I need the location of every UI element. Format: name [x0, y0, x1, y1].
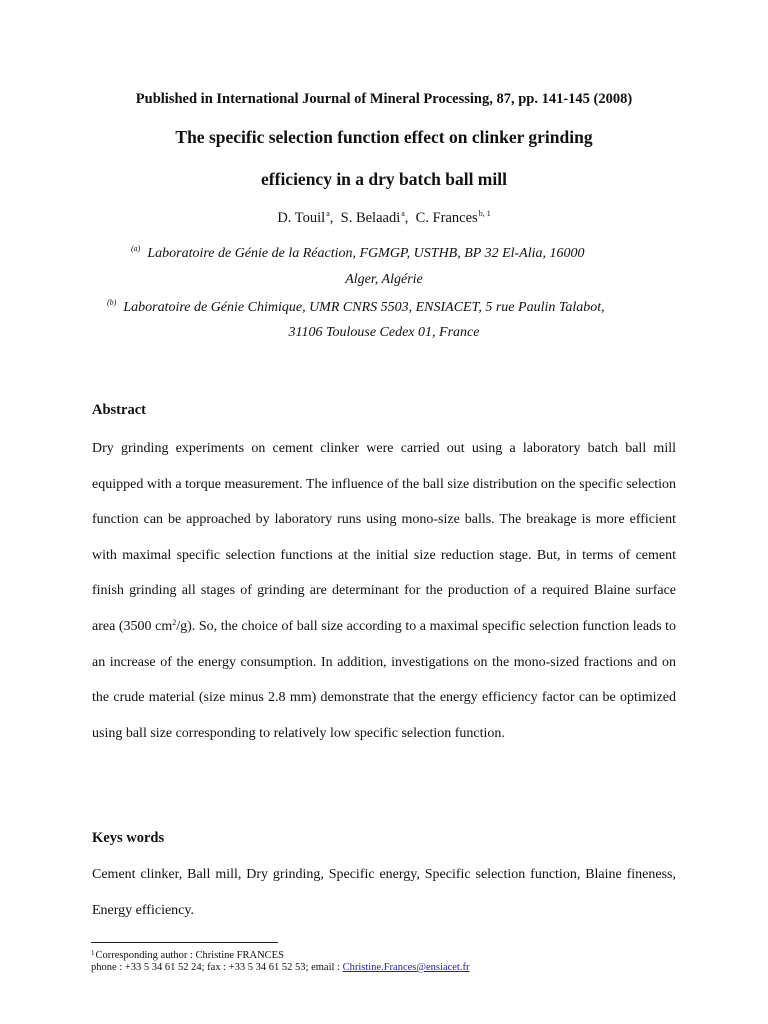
author-name: S. Belaadi	[340, 210, 401, 226]
affiliation-a	[131, 244, 585, 262]
author-name: C. Frances	[415, 210, 478, 226]
affiliation-b-line-2: 31106 Toulouse Cedex 01, France	[288, 325, 480, 340]
affiliation-a-line-2: Alger, Algérie	[345, 272, 423, 287]
paper-title-line-2: efficiency in a dry batch ball mill	[261, 169, 507, 189]
keywords-body: Cement clinker, Ball mill, Dry grinding, Specific energy, Specific selection function, Blaine fineness, Energy efficiency.	[92, 867, 676, 918]
contact-text: phone : +33 5 34 61 52 24; fax : +33 5 34 61 52 53; email :	[91, 962, 343, 973]
abstract-text: Dry grinding experiments on cement clinker were carried out using a laboratory batch ball mill equipped with a torque measurement. The influence of the ball size distribution on the specific selection function can be approached by laboratory runs using mono-size balls. The breakage is more efficient with maximal specific selection functions at the initial size reduction stage. But, in terms of cement finish grinding all stages of grinding are determinant for the production of a required Blaine surface area (3500 cm	[92, 441, 676, 634]
footnote-text: Corresponding author : Christine FRANCES	[95, 950, 284, 961]
author-affiliation-mark: a	[326, 209, 330, 218]
author-list: D. Touil$^a$, S. Belaadi$^a$, C. Frances$^{b, 1}$	[277, 209, 491, 226]
footnote-contact	[91, 961, 469, 975]
author-affiliation-mark: a	[401, 209, 405, 218]
affiliation-text: Laboratoire de Génie Chimique, UMR CNRS 5503, ENSIACET, 5 rue Paulin Talabot,	[123, 300, 605, 315]
author-affiliation-mark: b, 1	[478, 209, 491, 218]
email-link[interactable]: Christine.Frances@ensiacet.fr	[342, 962, 470, 973]
affiliation-b	[107, 298, 605, 316]
abstract-body	[92, 431, 676, 751]
keywords-heading: Keys words	[92, 830, 165, 846]
affiliation-marker: (b)	[107, 298, 117, 307]
publication-info: Published in International Journal of Mineral Processing, 87, pp. 141-145 (2008)	[135, 91, 633, 107]
paper-title-line-1: The specific selection function effect on clinker grinding	[175, 127, 593, 147]
affiliation-text: Laboratoire de Génie de la Réaction, FGMGP, USTHB, BP 32 El-Alia, 16000	[147, 246, 585, 261]
superscript: 2	[172, 617, 177, 627]
footnote-divider	[91, 942, 278, 943]
abstract-heading: Abstract	[92, 402, 146, 418]
author-name: D. Touil	[277, 210, 326, 226]
affiliation-marker: (a)	[131, 244, 141, 253]
abstract-text-continued: /g). So, the choice of ball size according to a maximal specific selection function leads to an increase of the energy consumption. In addition, investigations on the mono-sized fractions and on the crude material (size minus 2.8 mm) demonstrate that the energy efficiency factor can be optimized using ball size corresponding to relatively low specific selection function.	[92, 618, 677, 741]
footnote-marker: 1	[91, 949, 95, 957]
